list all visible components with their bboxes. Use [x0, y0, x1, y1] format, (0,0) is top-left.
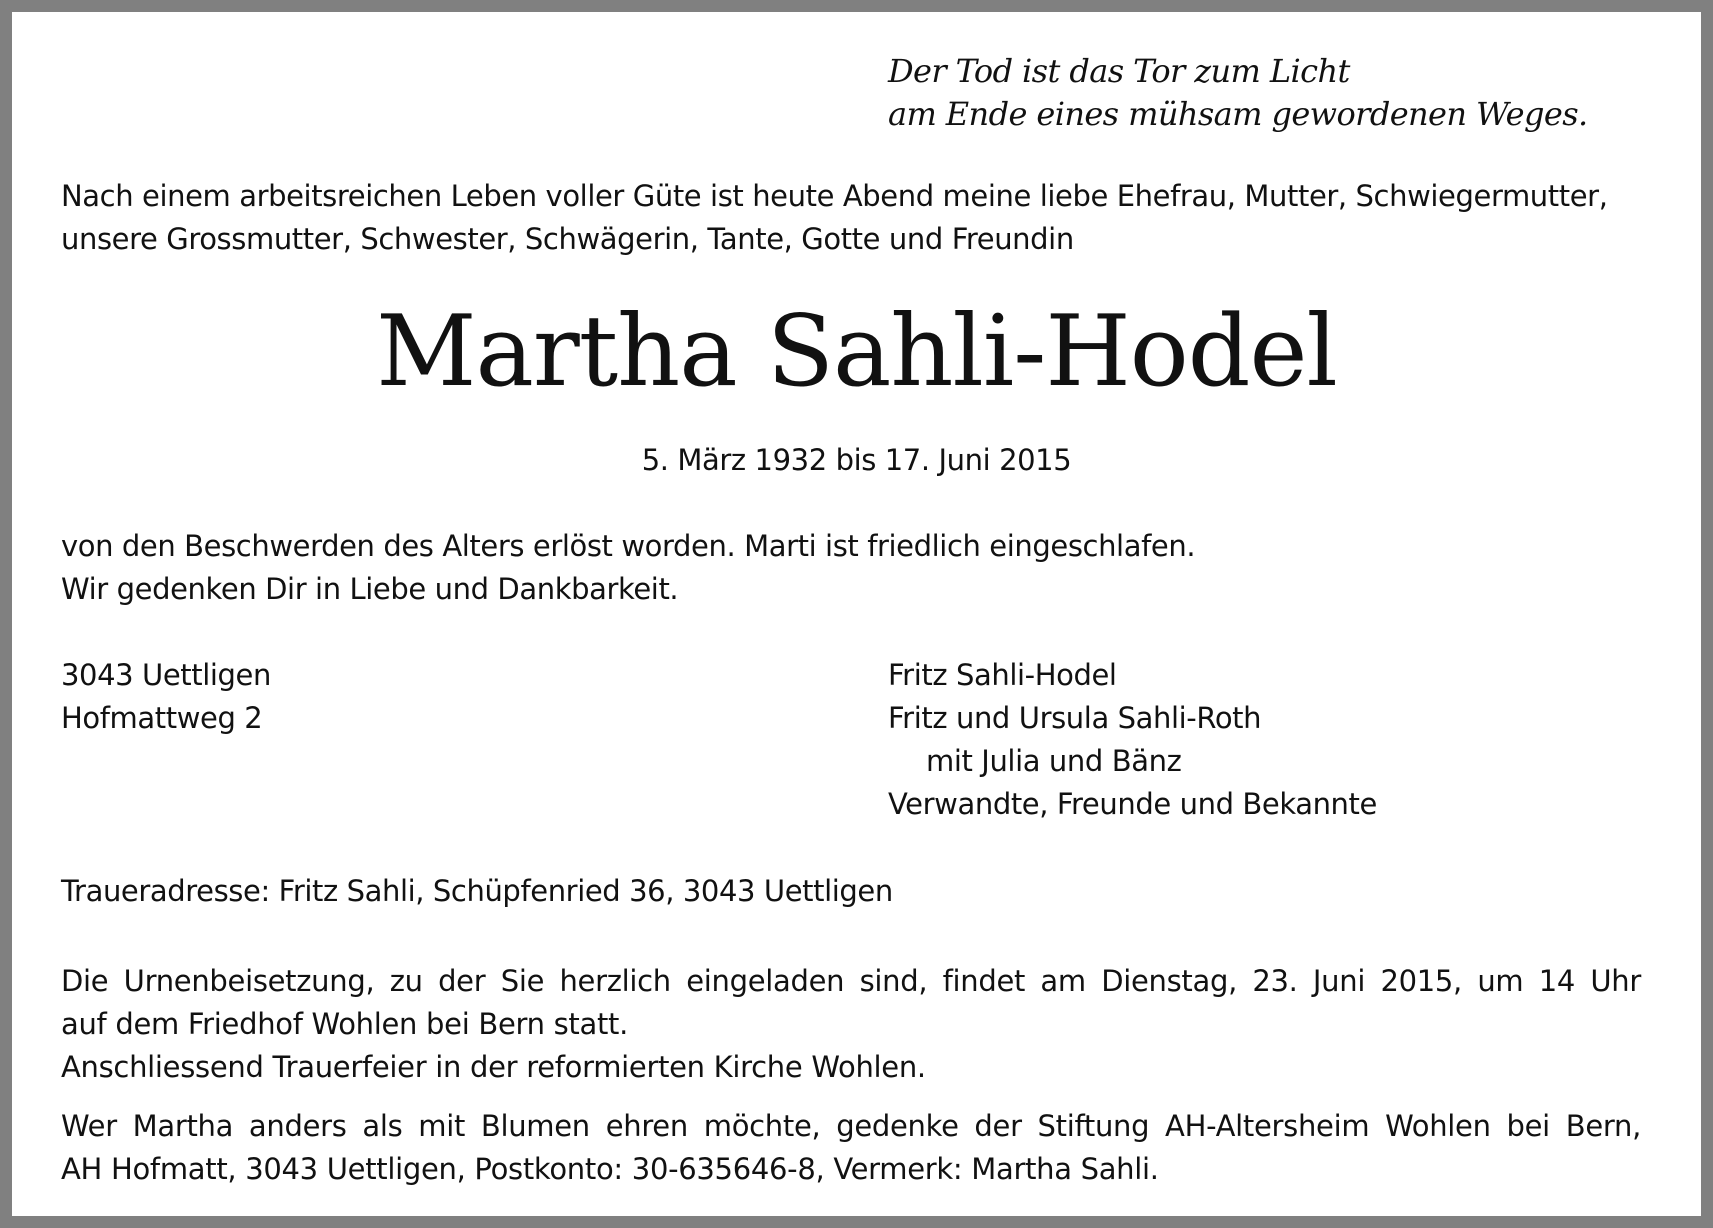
message-line-1: von den Beschwerden des Alters erlöst worden. Marti ist friedlich eingeschlafen.: [61, 529, 1196, 563]
motto-line-2: am Ende eines mühsam gewordenen Weges.: [888, 95, 1588, 133]
motto-line-1: Der Tod ist das Tor zum Licht: [888, 52, 1350, 90]
intro-line-2: unsere Grossmutter, Schwester, Schwägerin, Tante, Gotte und Freundin: [61, 222, 1074, 256]
life-dates: 5. März 1932 bis 17. Juni 2015: [641, 443, 1072, 477]
intro-line-1: Nach einem arbeitsreichen Leben voller Güte ist heute Abend meine liebe Ehefrau, Mutter, Schwiegermutter,: [61, 179, 1608, 213]
ceremony-line-2: auf dem Friedhof Wohlen bei Bern statt.: [61, 1007, 629, 1041]
home-address: [61, 654, 271, 740]
mourner-line-4: Verwandte, Freunde und Bekannte: [888, 787, 1377, 821]
intro-paragraph: [61, 175, 1608, 261]
message-line-2: Wir gedenken Dir in Liebe und Dankbarkeit.: [61, 572, 679, 606]
donation-line-2: AH Hofmatt, 3043 Uettligen, Postkonto: 30-635646-8, Vermerk: Martha Sahli.: [61, 1152, 1159, 1186]
address-city: 3043 Uettligen: [61, 658, 271, 692]
address-street: Hofmattweg 2: [61, 701, 263, 735]
ceremony-line-3: Anschliessend Trauerfeier in der reformierten Kirche Wohlen.: [61, 1050, 926, 1084]
ceremony-paragraph: [61, 960, 1641, 1089]
message-paragraph: [61, 525, 1195, 611]
mourner-line-3: mit Julia und Bänz: [926, 744, 1182, 778]
mourners-list: [888, 654, 1377, 826]
deceased-name: Martha Sahli-Hodel: [376, 295, 1337, 409]
donation-paragraph: [61, 1105, 1641, 1191]
motto-quote: [888, 50, 1588, 136]
mourner-line-2: Fritz und Ursula Sahli-Roth: [888, 701, 1262, 735]
obituary-notice: [12, 12, 1701, 1216]
mourning-address: Traueradresse: Fritz Sahli, Schüpfenried 36, 3043 Uettligen: [61, 874, 893, 908]
ceremony-line-1: Die Urnenbeisetzung, zu der Sie herzlich eingeladen sind, findet am Dienstag, 23. Juni 2015, um 14 Uhr: [61, 964, 1641, 998]
donation-line-1: Wer Martha anders als mit Blumen ehren möchte, gedenke der Stiftung AH-Altersheim Wohlen bei Bern,: [61, 1109, 1641, 1143]
mourner-line-1: Fritz Sahli-Hodel: [888, 658, 1117, 692]
